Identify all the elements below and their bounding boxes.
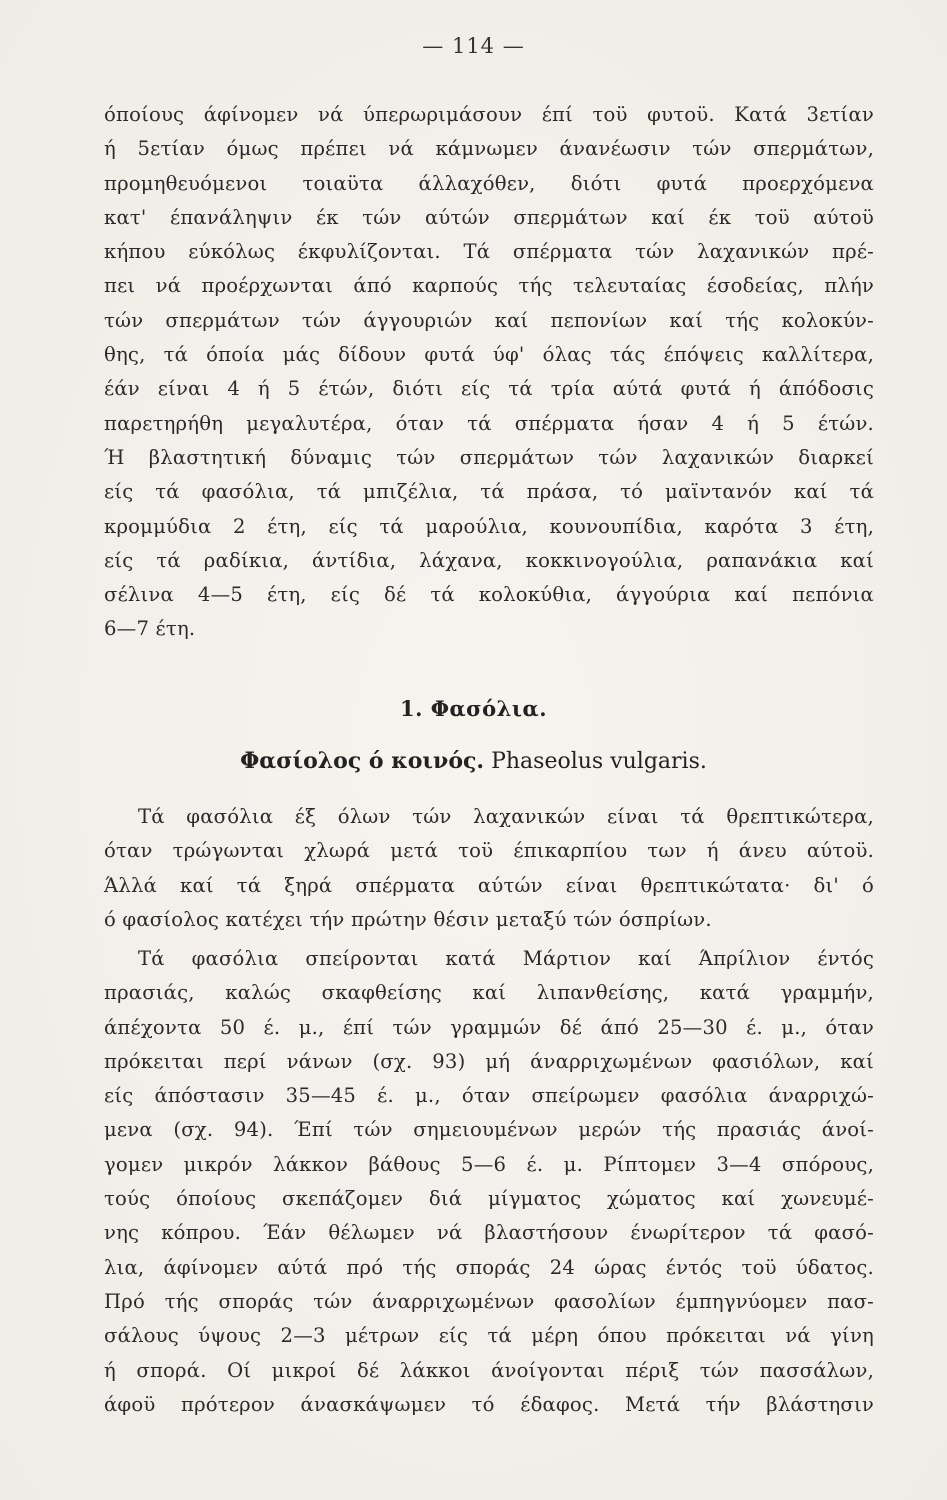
text-line: όταν τρώγωνται χλωρά μετά τοϋ έπικαρπίου των ή άνευ αύτοϋ. — [104, 839, 874, 863]
text-line: τούς όποίους σκεπάζομεν διά μίγματος χώματος καί χωνευμέ- — [104, 1187, 874, 1211]
text-line: σάλους ύψους 2—3 μέτρων είς τά μέρη όπου πρόκειται νά γίνη — [104, 1324, 874, 1348]
species-latin-name: Phaseolus vulgaris. — [491, 749, 707, 774]
text-line: Πρό τής σποράς τών άναρριχωμένων φασολίων έμπηγνύομεν πασ- — [104, 1289, 874, 1313]
text-line: προμηθευόμενοι τοιαϋτα άλλαχόθεν, διότι φυτά προερχόμενα — [104, 171, 874, 195]
text-line: πρόκειται περί νάνων (σχ. 93) μή άναρριχωμένων φασιόλων, καί — [104, 1049, 874, 1073]
text-line: σέλινα 4—5 έτη, είς δέ τά κολοκύθια, άγγούρια καί πεπόνια — [104, 583, 874, 607]
text-line: κήπου εύκόλως έκφυλίζονται. Τά σπέρματα τών λαχανικών πρέ- — [104, 240, 874, 264]
text-line: Τά φασόλια έξ όλων τών λαχανικών είναι τά θρεπτικώτερα, — [138, 805, 874, 828]
text-line: θης, τά όποία μάς δίδουν φυτά ύφ' όλας τάς έπόψεις καλλίτερα, — [104, 343, 874, 367]
text-line: Ή βλαστητική δύναμις τών σπερμάτων τών λαχανικών διαρκεί — [104, 445, 874, 469]
text-line: έάν είναι 4 ή 5 έτών, διότι είς τά τρία αύτά φυτά ή άπόδοσις — [104, 377, 874, 401]
text-line: πρασιάς, καλώς σκαφθείσης καί λιπανθείσης, κατά γραμμήν, — [104, 981, 874, 1005]
text-line: πει νά προέρχωνται άπό καρπούς τής τελευταίας έσοδείας, πλήν — [104, 274, 874, 298]
text-line: κρομμύδια 2 έτη, είς τά μαρούλια, κουνουπίδια, καρότα 3 έτη, — [104, 514, 874, 538]
text-line: είς τά φασόλια, τά μπιζέλια, τά πράσα, τό μαϊντανόν καί τά — [104, 480, 874, 504]
text-line: νης κόπρου. Έάν θέλωμεν νά βλαστήσουν ένωρίτερον τά φασό- — [104, 1221, 874, 1245]
text-line: κατ' έπανάληψιν έκ τών αύτών σπερμάτων καί έκ τοϋ αύτοϋ — [104, 205, 874, 229]
text-line: λια, άφίνομεν αύτά πρό τής σποράς 24 ώρας έντός τοϋ ύδατος. — [104, 1255, 874, 1279]
page-number: — 114 — — [422, 34, 525, 58]
text-line: παρετηρήθη μεγαλυτέρα, όταν τά σπέρματα ήσαν 4 ή 5 έτών. — [104, 411, 874, 435]
text-line: ή 5ετίαν όμως πρέπει νά κάμνωμεν άνανέωσιν τών σπερμάτων, — [104, 137, 874, 161]
text-line: άφοϋ πρότερον άνασκάψωμεν τό έδαφος. Μετά τήν βλάστησιν — [104, 1392, 874, 1416]
paragraph-nutrition — [104, 800, 874, 937]
text-line: 6—7 έτη. — [104, 617, 196, 641]
species-heading — [0, 748, 947, 774]
text-line: είς τά ραδίκια, άντίδια, λάχανα, κοκκινογούλια, ραπανάκια καί — [104, 548, 874, 572]
text-line: άπέχοντα 50 έ. μ., έπί τών γραμμών δέ άπό 25—30 έ. μ., όταν — [104, 1015, 874, 1039]
text-line: Τά φασόλια σπείρονται κατά Μάρτιον καί Άπρίλιον έντός — [138, 947, 874, 970]
text-line: μενα (σχ. 94). Έπί τών σημειουμένων μερών τής πρασιάς άνοί- — [104, 1118, 874, 1142]
text-line: ό φασίολος κατέχει τήν πρώτην θέσιν μεταξύ τών όσπρίων. — [104, 907, 712, 931]
text-line: όποίους άφίνομεν νά ύπερωριμάσουν έπί τοϋ φυτοϋ. Κατά 3ετίαν — [104, 103, 874, 126]
text-line: είς άπόστασιν 35—45 έ. μ., όταν σπείρωμεν φασόλια άναρριχώ- — [104, 1084, 874, 1108]
text-line: Άλλά καί τά ξηρά σπέρματα αύτών είναι θρεπτικώτατα· δι' ό — [104, 873, 874, 897]
text-line: ή σπορά. Οί μικροί δέ λάκκοι άνοίγονται πέριξ τών πασσάλων, — [104, 1358, 874, 1382]
section-title: 1. Φασόλια. — [399, 696, 548, 721]
text-line: γομεν μικρόν λάκκον βάθους 5—6 έ. μ. Ρίπτομεν 3—4 σπόρους, — [104, 1152, 874, 1176]
text-line: τών σπερμάτων τών άγγουριών καί πεπονίων καί τής κολοκύν- — [104, 308, 874, 332]
paragraph-sowing — [104, 942, 874, 1422]
paragraph-intro — [104, 98, 874, 647]
species-greek-name: Φασίολος ό κοινός. — [240, 748, 485, 774]
